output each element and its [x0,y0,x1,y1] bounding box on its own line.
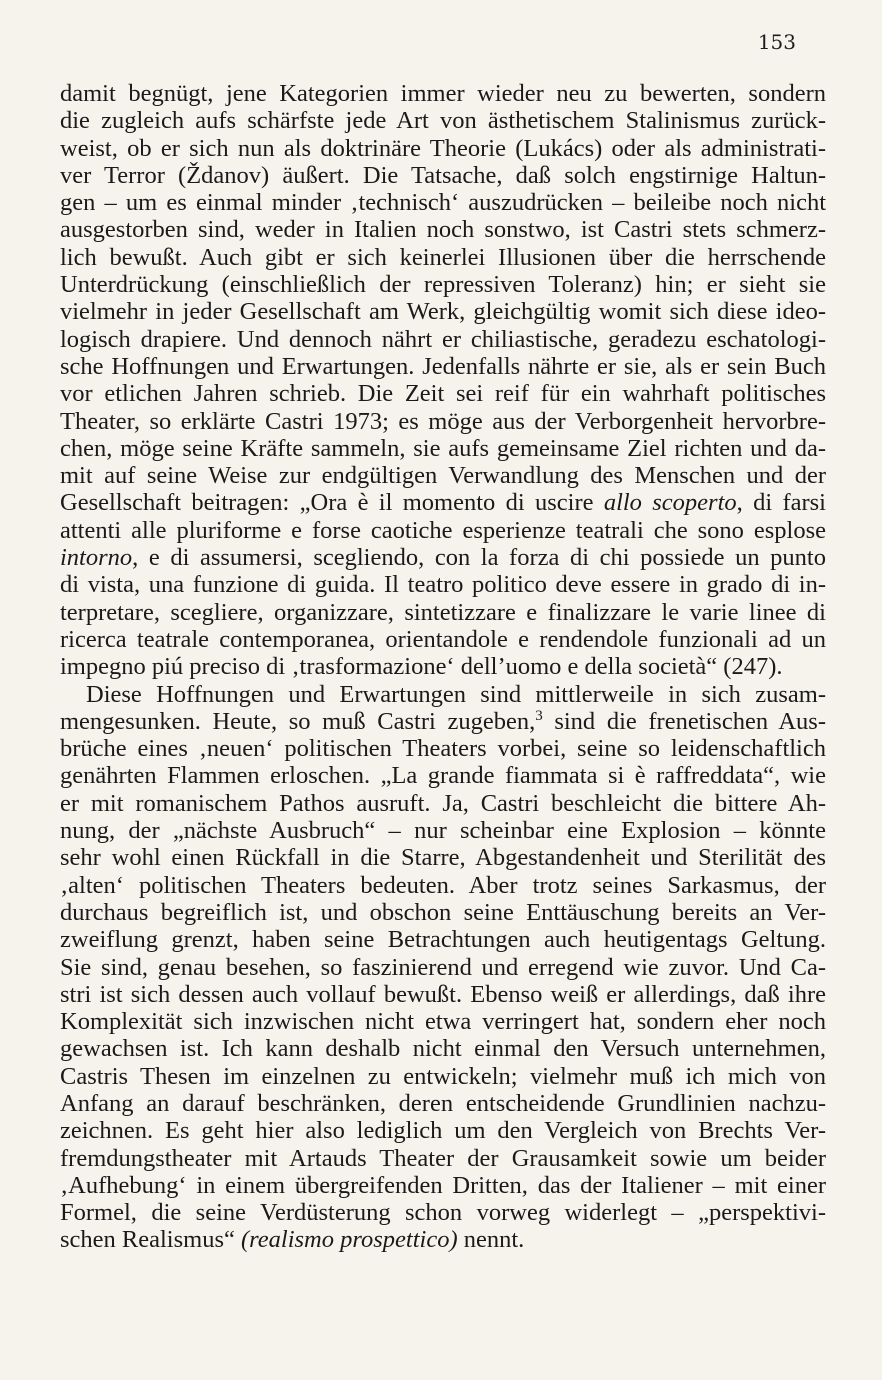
text-segment: impegno piú preciso di ‚trasformazione‘ dell’uomo e della società“ (247). [60,653,783,681]
page-number: 153 [757,30,796,54]
text-segment: attenti alle pluriforme e forse caotiche esperienze teatrali che sono esplose [60,516,826,544]
text-segment: die zugleich aufs schärfste jede Art von ästhetischem Stalinismus zurück- [60,107,826,135]
text-segment: sehr wohl einen Rückfall in die Starre, Abgestandenheit und Sterilität des [60,844,826,872]
text-line [60,681,826,708]
text-segment: ricerca teatrale contemporanea, orientandole e rendendole funzionali ad un [60,625,826,653]
footnote-marker: 3 [535,707,543,724]
text-segment: , e di assumersi, scegliendo, con la forza di chi possiede un punto [132,544,826,572]
text-segment: Diese Hoffnungen und Erwartungen sind mittlerweile in sich zusam- [86,680,826,708]
text-line [60,1035,826,1062]
text-line [60,1090,826,1117]
text-line [60,107,826,134]
paragraph [60,681,826,1254]
text-line [60,162,826,189]
text-segment: nung, der „nächste Ausbruch“ – nur scheinbar eine Explosion – könnte [60,817,826,845]
text-segment: logisch drapiere. Und dennoch nährt er chiliastische, geradezu eschatologi- [60,325,826,353]
text-segment: ver Terror (Ždanov) äußert. Die Tatsache, daß solch engstirnige Haltun- [60,161,826,189]
paragraph [60,80,826,681]
text-line [60,571,826,598]
text-segment: ausgestorben sind, weder in Italien noch sonstwo, ist Castri stets schmerz- [60,216,826,244]
text-segment: mengesunken. Heute, so muß Castri zugeben, [60,707,536,735]
text-line [60,653,826,680]
text-line [60,1172,826,1199]
text-segment: Anfang an darauf beschränken, deren entscheidende Grundlinien nachzu- [60,1089,826,1117]
text-line [60,1145,826,1172]
text-segment: zweiflung grenzt, haben seine Betrachtungen auch heutigentags Geltung. [60,926,826,954]
text-line [60,216,826,243]
text-line [60,189,826,216]
text-segment: mit auf seine Weise zur endgültigen Verwandlung des Menschen und der [60,462,826,490]
text-line [60,899,826,926]
text-segment: fremdungstheater mit Artauds Theater der Grausamkeit sowie um beider [60,1144,826,1172]
text-line [60,1199,826,1226]
text-line [60,981,826,1008]
text-line [60,926,826,953]
text-segment: Castris Thesen im einzelnen zu entwickeln; vielmehr muß ich mich von [60,1062,826,1090]
text-line [60,762,826,789]
text-line [60,326,826,353]
text-segment: er mit romanischem Pathos ausruft. Ja, Castri beschleicht die bittere Ah- [60,789,826,817]
text-line [60,298,826,325]
text-segment: ‚Aufhebung‘ in einem übergreifenden Dritten, das der Italiener – mit einer [60,1171,826,1199]
text-line [60,708,826,735]
text-line [60,1117,826,1144]
text-segment: sind die frenetischen Aus- [542,707,826,735]
text-line [60,954,826,981]
text-segment: weist, ob er sich nun als doktrinäre Theorie (Lukács) oder als administrati- [60,134,826,162]
text-line [60,380,826,407]
text-segment: vielmehr in jeder Gesellschaft am Werk, gleichgültig womit sich diese ideo- [60,298,826,326]
text-line [60,735,826,762]
text-segment: gewachsen ist. Ich kann deshalb nicht einmal den Versuch unternehmen, [60,1035,826,1063]
text-segment: brüche eines ‚neuen‘ politischen Theaters vorbei, seine so leidenschaftlich [60,735,826,763]
text-segment: damit begnügt, jene Kategorien immer wieder neu zu bewerten, sondern [60,80,826,107]
text-line [60,271,826,298]
text-line [60,1008,826,1035]
italic-segment: allo scoperto [603,489,737,517]
text-line [60,626,826,653]
text-line [60,489,826,516]
italic-segment: intorno [60,544,133,572]
text-line [60,435,826,462]
text-segment: ‚alten‘ politischen Theaters bedeuten. Aber trotz seines Sarkasmus, der [60,871,826,899]
text-segment: genährten Flammen erloschen. „La grande fiammata si è raffreddata“, wie [60,762,826,790]
text-segment: schen Realismus“ [60,1226,241,1254]
body-text [60,80,826,1254]
text-line [60,135,826,162]
text-segment: terpretare, scegliere, organizzare, sintetizzare e finalizzare le varie linee di [60,598,826,626]
text-line [60,790,826,817]
text-segment: Komplexität sich inzwischen nicht etwa verringert hat, sondern eher noch [60,1008,826,1036]
text-segment: Theater, so erklärte Castri 1973; es möge aus der Verborgenheit hervorbre- [60,407,826,435]
text-line [60,544,826,571]
text-segment: zeichnen. Es geht hier also lediglich um den Vergleich von Brechts Ver- [60,1117,826,1145]
text-line [60,517,826,544]
text-line [60,244,826,271]
text-segment: stri ist sich dessen auch vollauf bewußt. Ebenso weiß er allerdings, daß ihre [60,980,826,1008]
text-segment: Gesellschaft beitragen: „Ora è il momento di uscire [60,489,604,517]
text-line [60,462,826,489]
text-segment: gen – um es einmal minder ‚technisch‘ auszudrücken – beileibe noch nicht [60,189,826,217]
text-segment: , di farsi [736,489,826,517]
text-line [60,80,826,107]
text-segment: Sie sind, genau besehen, so faszinierend und erregend wie zuvor. Und Ca- [60,953,826,981]
italic-segment: (realismo prospettico) [241,1226,458,1254]
text-segment: vor etlichen Jahren schrieb. Die Zeit sei reif für ein wahrhaft politisches [60,380,826,408]
text-line [60,599,826,626]
text-segment: di vista, una funzione di guida. Il teatro politico deve essere in grado di in- [60,571,826,599]
text-line [60,1063,826,1090]
text-segment: lich bewußt. Auch gibt er sich keinerlei Illusionen über die herrschende [60,243,826,271]
text-segment: sche Hoffnungen und Erwartungen. Jedenfalls nährte er sie, als er sein Buch [60,352,826,380]
text-line [60,1226,826,1253]
text-line [60,872,826,899]
text-line [60,844,826,871]
text-line [60,353,826,380]
text-line [60,408,826,435]
text-segment: nennt. [457,1226,525,1254]
text-segment: chen, möge seine Kräfte sammeln, sie aufs gemeinsame Ziel richten und da- [60,434,826,462]
text-segment: Formel, die seine Verdüsterung schon vorweg widerlegt – „perspektivi- [60,1199,826,1227]
text-segment: durchaus begreiflich ist, und obschon seine Enttäuschung bereits an Ver- [60,898,826,926]
text-line [60,817,826,844]
text-segment: Unterdrückung (einschließlich der repressiven Toleranz) hin; er sieht sie [60,271,826,299]
